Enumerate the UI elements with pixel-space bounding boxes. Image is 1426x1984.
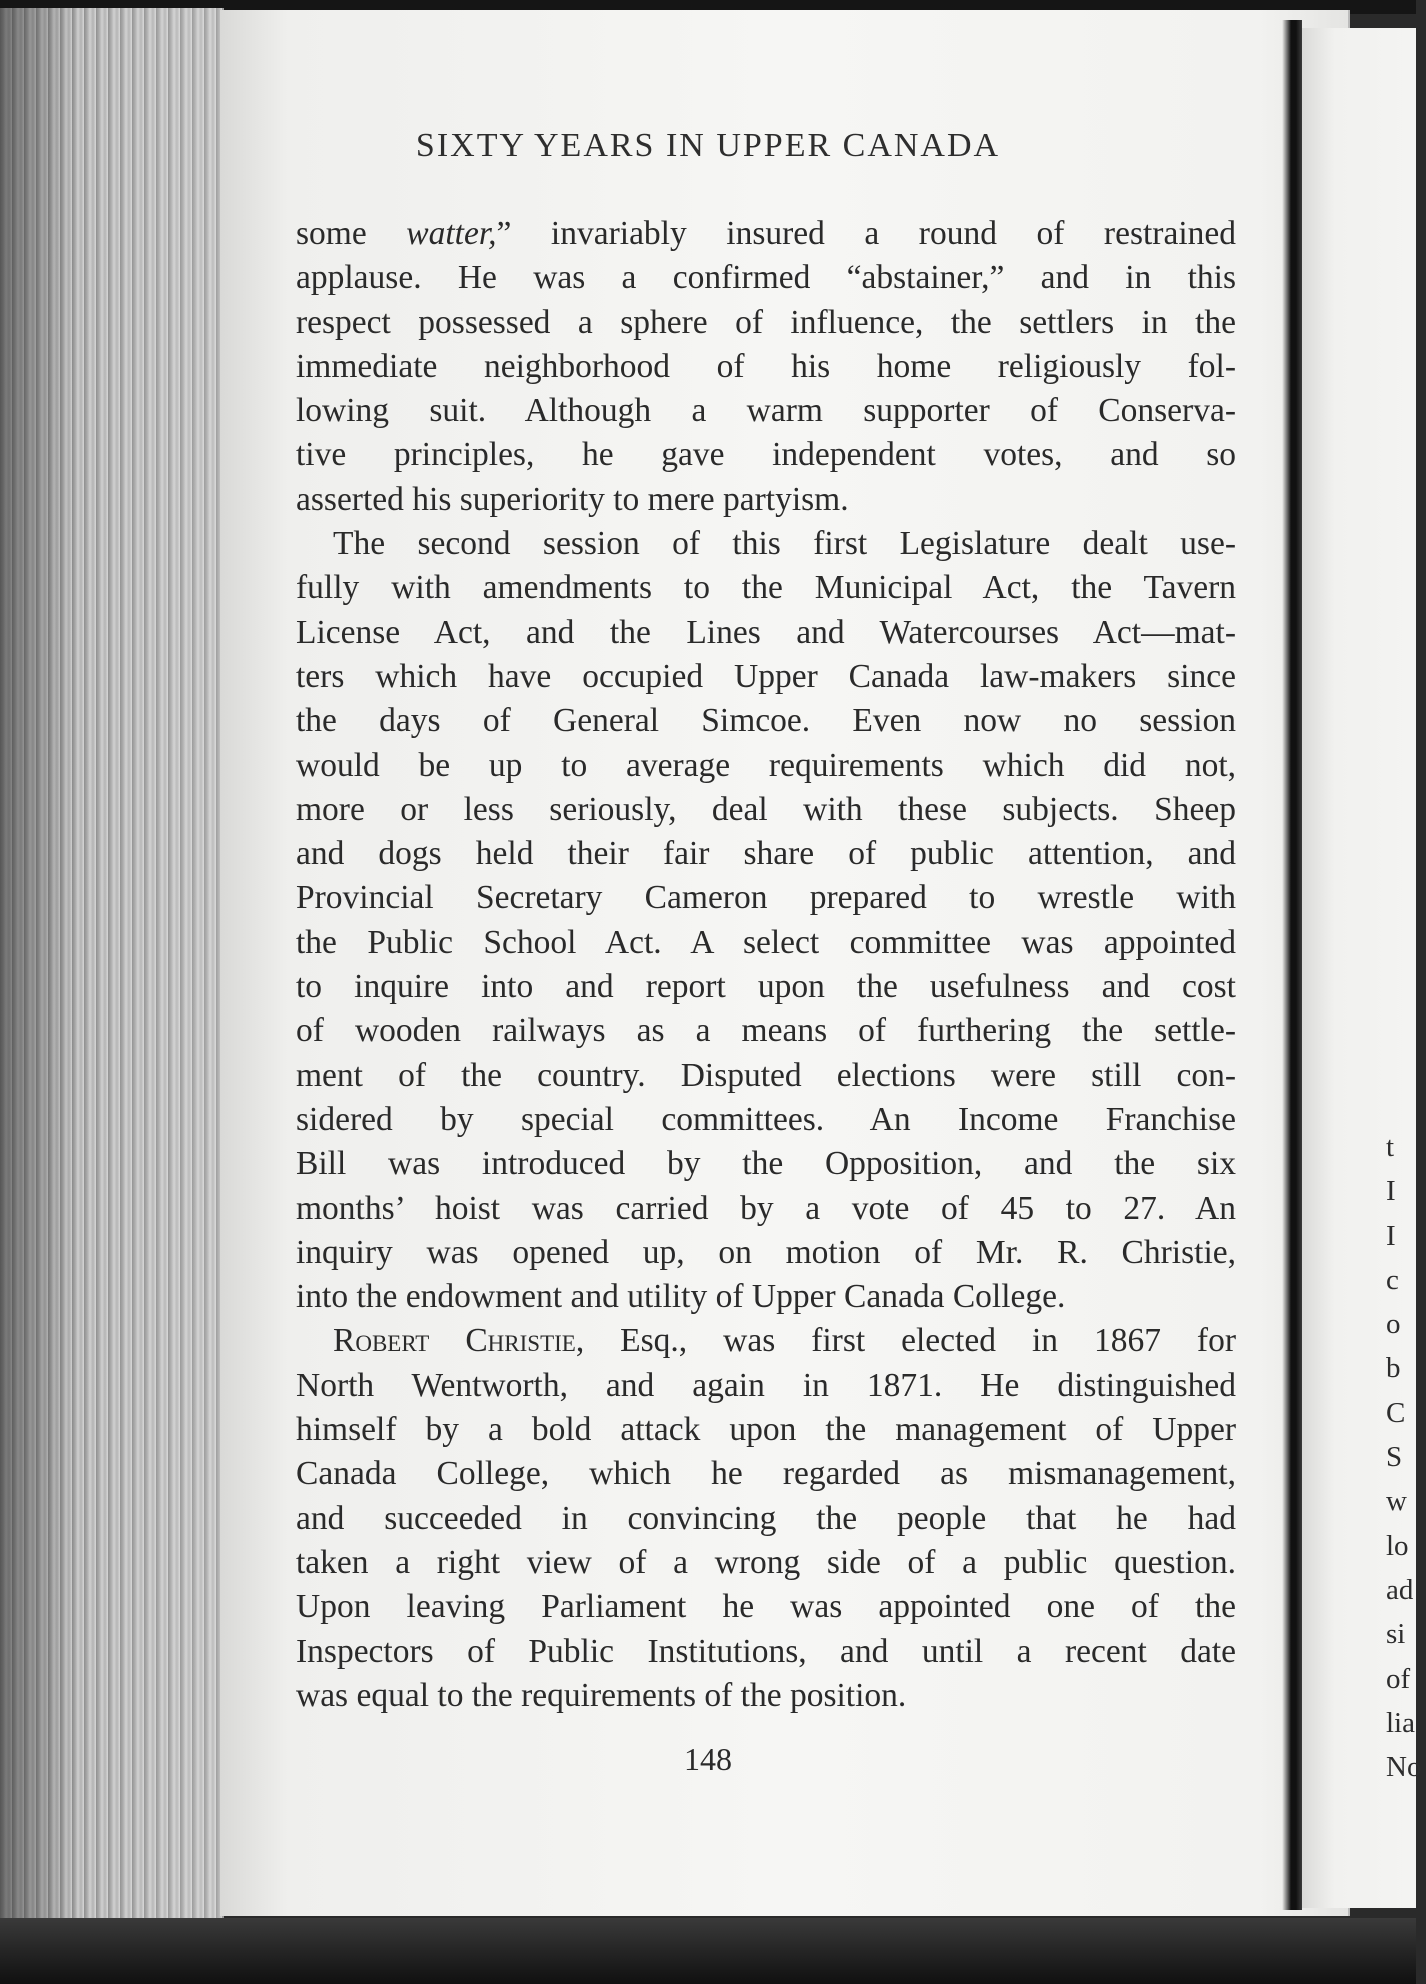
italic-word: watter,	[406, 215, 497, 252]
text-line: was equal to the requirements of the position.	[296, 1676, 907, 1714]
text-line: applause. He was a confirmed “abstainer,” and in this	[296, 259, 1236, 297]
fragment: lo	[1386, 1529, 1409, 1562]
text-line: Provincial Secretary Cameron prepared to wrestle with	[296, 879, 1236, 917]
page-stack-edge	[0, 8, 224, 1918]
fragment: c	[1386, 1263, 1399, 1296]
text-line: to inquire into and report upon the usefulness and cost	[296, 968, 1236, 1006]
text-line: immediate neighborhood of his home religiously fol-	[296, 347, 1236, 385]
paragraph-1	[296, 212, 1236, 522]
text-line: months’ hoist was carried by a vote of 45 to 27. An	[296, 1189, 1236, 1227]
page-number: 148	[684, 1741, 732, 1777]
text-line: and succeeded in convincing the people that he had	[296, 1499, 1236, 1537]
facing-page-text-fragments	[1386, 1125, 1426, 1789]
paragraph-3	[296, 1319, 1236, 1718]
paragraph-2	[296, 522, 1236, 1319]
text-line: more or less seriously, deal with these subjects. Sheep	[296, 790, 1236, 828]
fragment: C	[1386, 1396, 1406, 1429]
background-bottom	[0, 1918, 1416, 1984]
text-line: some watter,” invariably insured a round of restrained	[296, 215, 1236, 252]
text-line: lowing suit. Although a warm supporter of Conserva-	[296, 392, 1236, 430]
fragment: I	[1386, 1219, 1396, 1252]
fragment: t	[1386, 1131, 1395, 1163]
fragment: No	[1386, 1751, 1422, 1784]
text-line: tive principles, he gave independent votes, and so	[296, 436, 1236, 474]
text-line: the Public School Act. A select committee was appointed	[296, 923, 1236, 961]
fragment: w	[1386, 1485, 1407, 1518]
text-line: Inspectors of Public Institutions, and until a recent date	[296, 1632, 1236, 1670]
fragment: lia	[1386, 1706, 1415, 1739]
fragment: ad	[1386, 1573, 1414, 1606]
text-line: ment of the country. Disputed elections were still con-	[296, 1056, 1236, 1094]
text-line: Upon leaving Parliament he was appointed one of the	[296, 1588, 1236, 1626]
person-name: Robert Christie,	[333, 1322, 585, 1360]
text-line: would be up to average requirements which did not,	[296, 746, 1236, 784]
text-line: The second session of this first Legislature dealt use-	[333, 525, 1236, 563]
text-line: Robert Christie, Esq., was first elected in 1867 for	[333, 1322, 1236, 1360]
fragment: of	[1386, 1662, 1411, 1695]
text-line: fully with amendments to the Municipal Act, the Tavern	[296, 569, 1236, 607]
text-line: North Wentworth, and again in 1871. He distinguished	[296, 1366, 1236, 1404]
running-head: SIXTY YEARS IN UPPER CANADA	[415, 127, 1001, 164]
text-line: of wooden railways as a means of furthering the settle-	[296, 1012, 1236, 1050]
text-line: himself by a bold attack upon the management of Upper	[296, 1411, 1236, 1449]
text-line: into the endowment and utility of Upper Canada College.	[296, 1278, 1066, 1316]
text-line: inquiry was opened up, on motion of Mr. R. Christie,	[296, 1233, 1236, 1271]
fragment: si	[1386, 1618, 1406, 1651]
fragment: b	[1386, 1352, 1401, 1385]
body-text	[296, 212, 1236, 1718]
fragment: o	[1386, 1308, 1401, 1341]
text-line: Bill was introduced by the Opposition, and the six	[296, 1145, 1236, 1183]
text-line: Canada College, which he regarded as mismanagement,	[296, 1455, 1236, 1493]
fragment: S	[1386, 1441, 1403, 1474]
text-line: ters which have occupied Upper Canada law-makers since	[296, 657, 1236, 695]
book-gutter	[1282, 20, 1302, 1910]
text-line: License Act, and the Lines and Watercourses Act—mat-	[296, 613, 1236, 651]
text-line: sidered by special committees. An Income Franchise	[296, 1100, 1236, 1138]
text-line: and dogs held their fair share of public attention, and	[296, 835, 1236, 873]
text-line: the days of General Simcoe. Even now no session	[296, 702, 1236, 740]
text-line: respect possessed a sphere of influence, the settlers in the	[296, 303, 1236, 341]
text-line: asserted his superiority to mere partyism.	[296, 480, 849, 518]
fragment: I	[1386, 1175, 1396, 1208]
text-line: taken a right view of a wrong side of a public question.	[296, 1543, 1236, 1581]
